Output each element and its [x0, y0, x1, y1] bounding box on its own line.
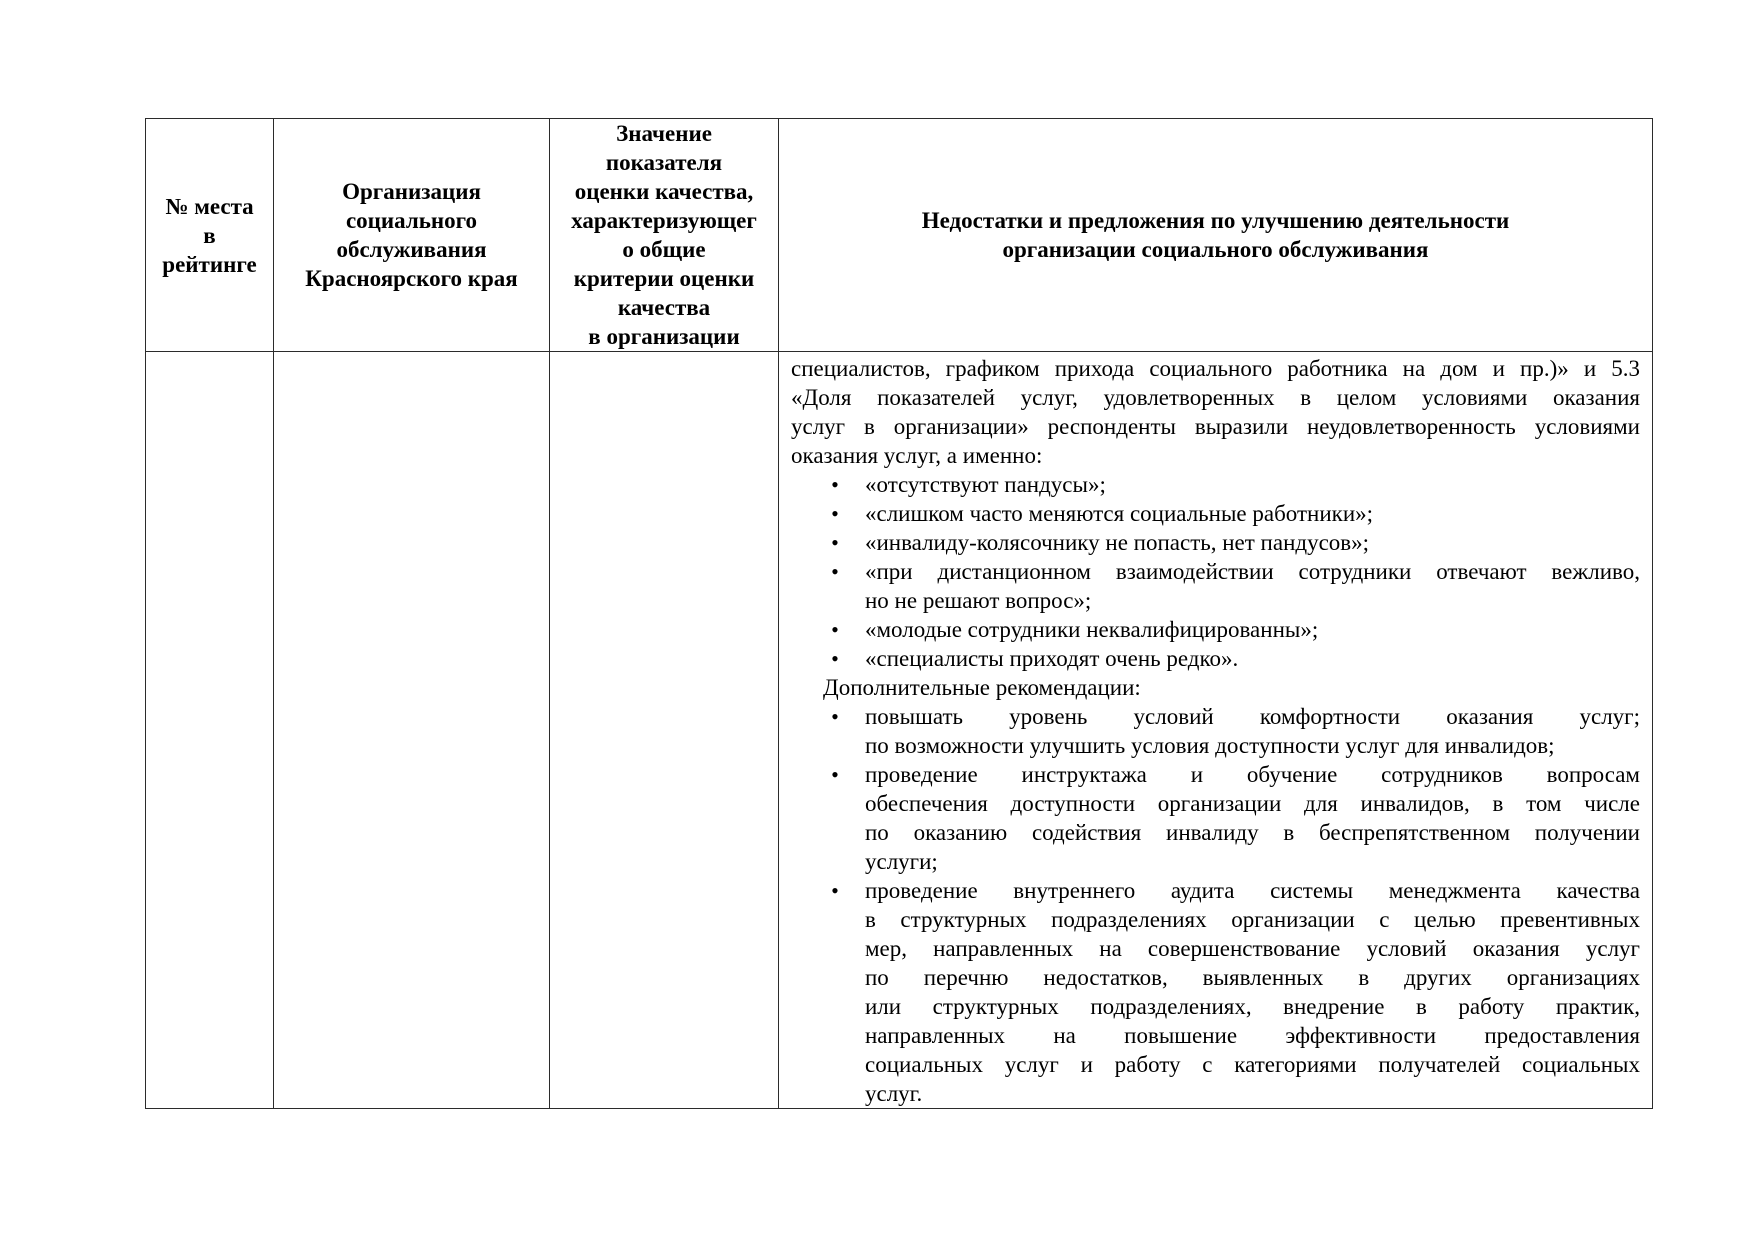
- header-rank-line: в: [203, 222, 216, 248]
- list-item-line: «слишком часто меняются социальные работники»;: [865, 501, 1374, 526]
- header-indicator-line: критерии оценки: [573, 266, 755, 291]
- header-indicator-line: в организации: [588, 324, 740, 349]
- recommendations-heading: Дополнительные рекомендации:: [823, 675, 1141, 700]
- header-indicator-line: показателя: [605, 150, 723, 175]
- list-item-line: мер, направленных на совершенствование условий оказания услуг: [865, 936, 1640, 961]
- header-indicator-line: характеризующег: [571, 208, 757, 233]
- shortcomings-text: [779, 352, 1652, 1108]
- list-item-line: «отсутствуют пандусы»;: [865, 472, 1106, 497]
- intro-paragraph: [791, 354, 1640, 470]
- list-item-line: «инвалиду-колясочнику не попасть, нет пандусов»;: [865, 530, 1370, 555]
- header-rank: [146, 119, 274, 352]
- bullet-icon: •: [831, 530, 839, 555]
- header-organization-line: социального: [345, 208, 478, 233]
- header-rank-line: рейтинге: [162, 251, 257, 277]
- list-item: [791, 702, 1640, 760]
- header-shortcomings-line: Недостатки и предложения по улучшению деятельности: [921, 208, 1510, 233]
- list-item-line: но не решают вопрос»;: [865, 588, 1092, 613]
- bullet-icon: •: [831, 472, 839, 497]
- list-item: [791, 557, 1640, 615]
- recommendations-list: [791, 702, 1640, 1108]
- list-item-line: по оказанию содействия инвалиду в беспрепятственном получении: [865, 820, 1640, 845]
- bullet-icon: •: [831, 646, 839, 671]
- cell-shortcomings: [779, 352, 1653, 1109]
- header-indicator: [550, 119, 779, 352]
- list-item-line: услуги;: [865, 849, 938, 874]
- cell-organization: [274, 352, 550, 1109]
- header-organization: [274, 119, 550, 352]
- header-organization-line: Красноярского края: [305, 266, 518, 291]
- list-item: [791, 499, 1640, 528]
- list-item-line: социальных услуг и работу с категориями получателей социальных: [865, 1052, 1640, 1077]
- cell-indicator: [550, 352, 779, 1109]
- list-item: [791, 470, 1640, 499]
- header-indicator-line: оценки качества,: [574, 179, 754, 204]
- bullet-icon: •: [831, 501, 839, 526]
- list-item-line: «специалисты приходят очень редко».: [865, 646, 1239, 671]
- table-row: [146, 352, 1653, 1109]
- list-item-line: в структурных подразделениях организации с целью превентивных: [865, 907, 1640, 932]
- header-organization-line: Организация: [342, 179, 481, 204]
- cell-rank: [146, 352, 274, 1109]
- header-indicator-line: о общие: [622, 237, 706, 262]
- complaints-list: [791, 470, 1640, 673]
- bullet-icon: •: [831, 617, 839, 642]
- list-item-line: услуг.: [865, 1081, 923, 1106]
- intro-line: специалистов, графиком прихода социального работника на дом и пр.)» и 5.3: [791, 356, 1640, 381]
- list-item-line: проведение инструктажа и обучение сотрудников вопросам: [865, 762, 1640, 787]
- list-item-line: проведение внутреннего аудита системы менеджмента качества: [865, 878, 1640, 903]
- list-item: [791, 876, 1640, 1108]
- list-item: [791, 760, 1640, 876]
- header-shortcomings: [779, 119, 1653, 352]
- list-item: [791, 528, 1640, 557]
- table-header-row: [146, 119, 1653, 352]
- rating-table: [145, 118, 1653, 1109]
- list-item-line: «молодые сотрудники неквалифицированны»;: [865, 617, 1319, 642]
- intro-line: оказания услуг, а именно:: [791, 443, 1043, 468]
- bullet-icon: •: [831, 762, 839, 787]
- list-item: [791, 615, 1640, 644]
- header-shortcomings-line: организации социального обслуживания: [1002, 237, 1429, 262]
- bullet-icon: •: [831, 704, 839, 729]
- header-indicator-line: качества: [617, 295, 711, 320]
- list-item-line: по возможности улучшить условия доступности услуг для инвалидов;: [865, 733, 1555, 758]
- intro-line: «Доля показателей услуг, удовлетворенных в целом условиями оказания: [791, 385, 1640, 410]
- header-organization-line: обслуживания: [336, 237, 487, 262]
- header-rank-line: № места: [165, 193, 254, 219]
- list-item: [791, 644, 1640, 673]
- list-item-line: обеспечения доступности организации для инвалидов, в том числе: [865, 791, 1640, 816]
- bullet-icon: •: [831, 878, 839, 903]
- list-item-line: или структурных подразделениях, внедрение в работу практик,: [865, 994, 1640, 1019]
- header-indicator-line: Значение: [616, 121, 712, 146]
- list-item-line: «при дистанционном взаимодействии сотрудники отвечают вежливо,: [865, 559, 1640, 584]
- list-item-line: по перечню недостатков, выявленных в других организациях: [865, 965, 1640, 990]
- bullet-icon: •: [831, 559, 839, 584]
- intro-line: услуг в организации» респонденты выразили неудовлетворенность условиями: [791, 414, 1640, 439]
- list-item-line: повышать уровень условий комфортности оказания услуг;: [865, 704, 1640, 729]
- list-item-line: направленных на повышение эффективности предоставления: [865, 1023, 1640, 1048]
